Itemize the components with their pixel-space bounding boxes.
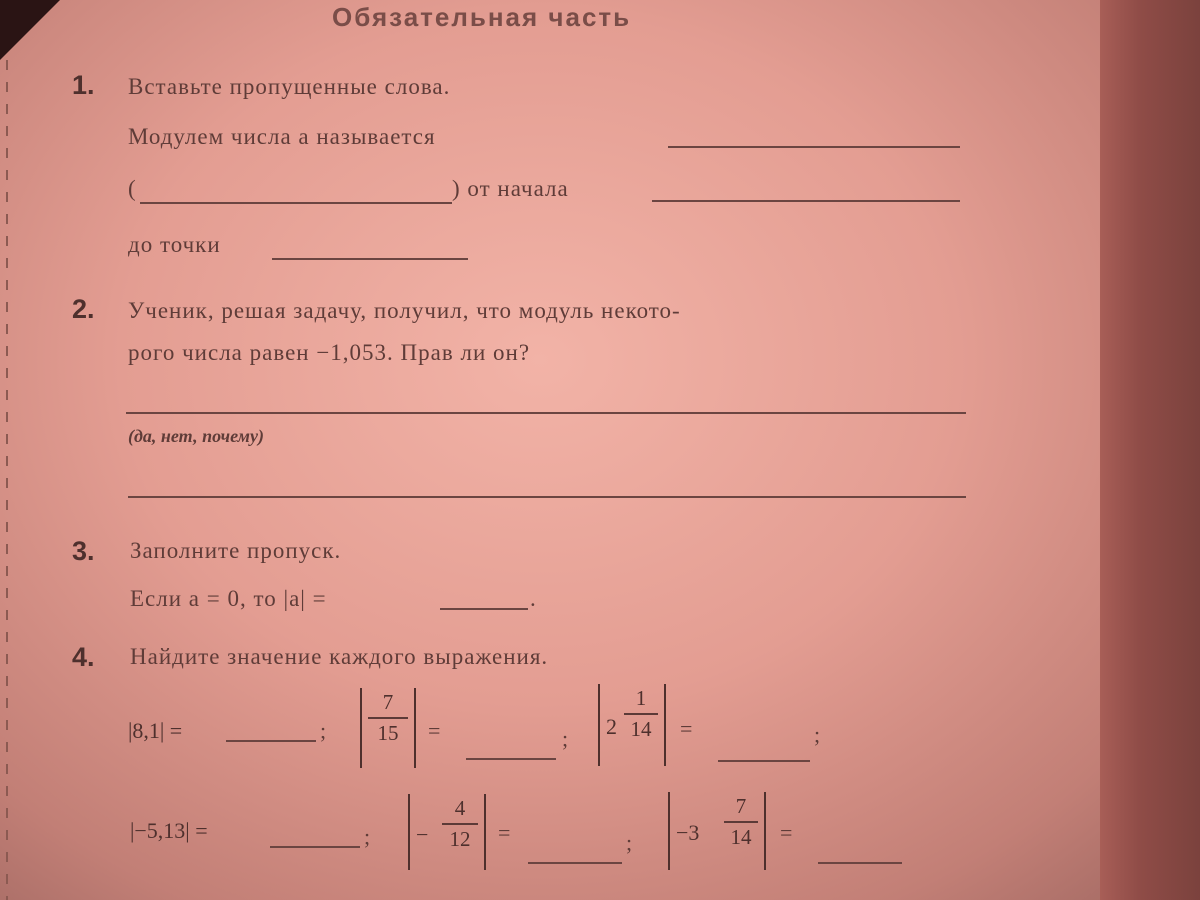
answer-blank-9[interactable] [270, 846, 360, 848]
abs-bar-left [598, 684, 600, 766]
answer-blank-8[interactable] [718, 760, 810, 762]
equals-sign: = [680, 716, 693, 741]
task-2-line-1: Ученик, решая задачу, получил, что модуль некото- [128, 298, 681, 323]
abs-bar-left [668, 792, 670, 870]
task-3-expression: Если a = 0, то |a| = [130, 586, 327, 611]
task-2-hint: (да, нет, почему) [128, 426, 264, 446]
answer-blank-5[interactable] [440, 608, 528, 610]
answer-blank-4[interactable] [272, 258, 468, 260]
equals-sign: = [498, 820, 511, 845]
task-4-number: 4. [72, 642, 95, 672]
task-3-tail: . [530, 586, 537, 611]
task-1-number: 1. [72, 70, 95, 100]
abs-bar-right [484, 794, 486, 870]
fraction-bar [724, 821, 758, 823]
answer-blank-1[interactable] [668, 146, 960, 148]
mixed-whole: −3 [676, 820, 700, 845]
task-3-title: Заполните пропуск. [130, 538, 342, 563]
task-1-line-2: ) от начала [452, 176, 569, 201]
fraction-4-12 [442, 796, 478, 852]
fraction-numerator: 7 [382, 690, 394, 714]
cut-line [6, 60, 8, 900]
abs-bar-left [408, 794, 410, 870]
fraction-denominator: 15 [377, 721, 399, 745]
equals-sign: = [428, 718, 441, 743]
fraction-7-15 [368, 690, 408, 746]
answer-blank-11[interactable] [818, 862, 902, 864]
abs-bar-right [664, 684, 666, 766]
page-corner [0, 0, 60, 60]
separator: ; [364, 824, 371, 849]
task-1-line-3: до точки [128, 232, 221, 257]
fraction-bar [442, 823, 478, 825]
fraction-denominator: 14 [730, 825, 752, 849]
fraction-denominator: 12 [449, 827, 471, 851]
mixed-whole: 2 [606, 714, 617, 739]
section-title: Обязательная часть [332, 2, 632, 32]
fraction-7-14 [724, 794, 758, 850]
fraction-bar [368, 717, 408, 719]
abs-bar-right [414, 688, 416, 768]
task-2-number: 2. [72, 294, 95, 324]
task-1-open-paren: ( [128, 176, 137, 201]
expr-minus-5-13: |−5,13| = [130, 818, 208, 843]
fraction-bar [624, 713, 658, 715]
answer-blank-10[interactable] [528, 862, 622, 864]
answer-line-2[interactable] [128, 496, 966, 498]
abs-bar-left [360, 688, 362, 768]
task-2-line-2: рого числа равен −1,053. Прав ли он? [128, 340, 531, 365]
fraction-1-14 [624, 686, 658, 742]
task-1-title: Вставьте пропущенные слова. [128, 74, 451, 99]
fraction-numerator: 4 [454, 796, 466, 820]
task-4-title: Найдите значение каждого выражения. [130, 644, 549, 669]
answer-blank-3[interactable] [652, 200, 960, 202]
fraction-denominator: 14 [630, 717, 652, 741]
answer-blank-7[interactable] [466, 758, 556, 760]
task-3-number: 3. [72, 536, 95, 566]
task-1-line-1: Модулем числа a называется [128, 124, 436, 149]
answer-blank-2[interactable] [140, 202, 452, 204]
separator: ; [814, 722, 821, 747]
page-edge [1100, 0, 1200, 900]
fraction-numerator: 1 [635, 686, 647, 710]
minus-sign: − [416, 822, 429, 847]
fraction-numerator: 7 [735, 794, 747, 818]
answer-blank-6[interactable] [226, 740, 316, 742]
answer-line-1[interactable] [126, 412, 966, 414]
separator: ; [626, 830, 633, 855]
equals-sign: = [780, 820, 793, 845]
abs-bar-right [764, 792, 766, 870]
expr-8-1: |8,1| = [128, 718, 183, 743]
separator: ; [562, 726, 569, 751]
separator: ; [320, 718, 327, 743]
